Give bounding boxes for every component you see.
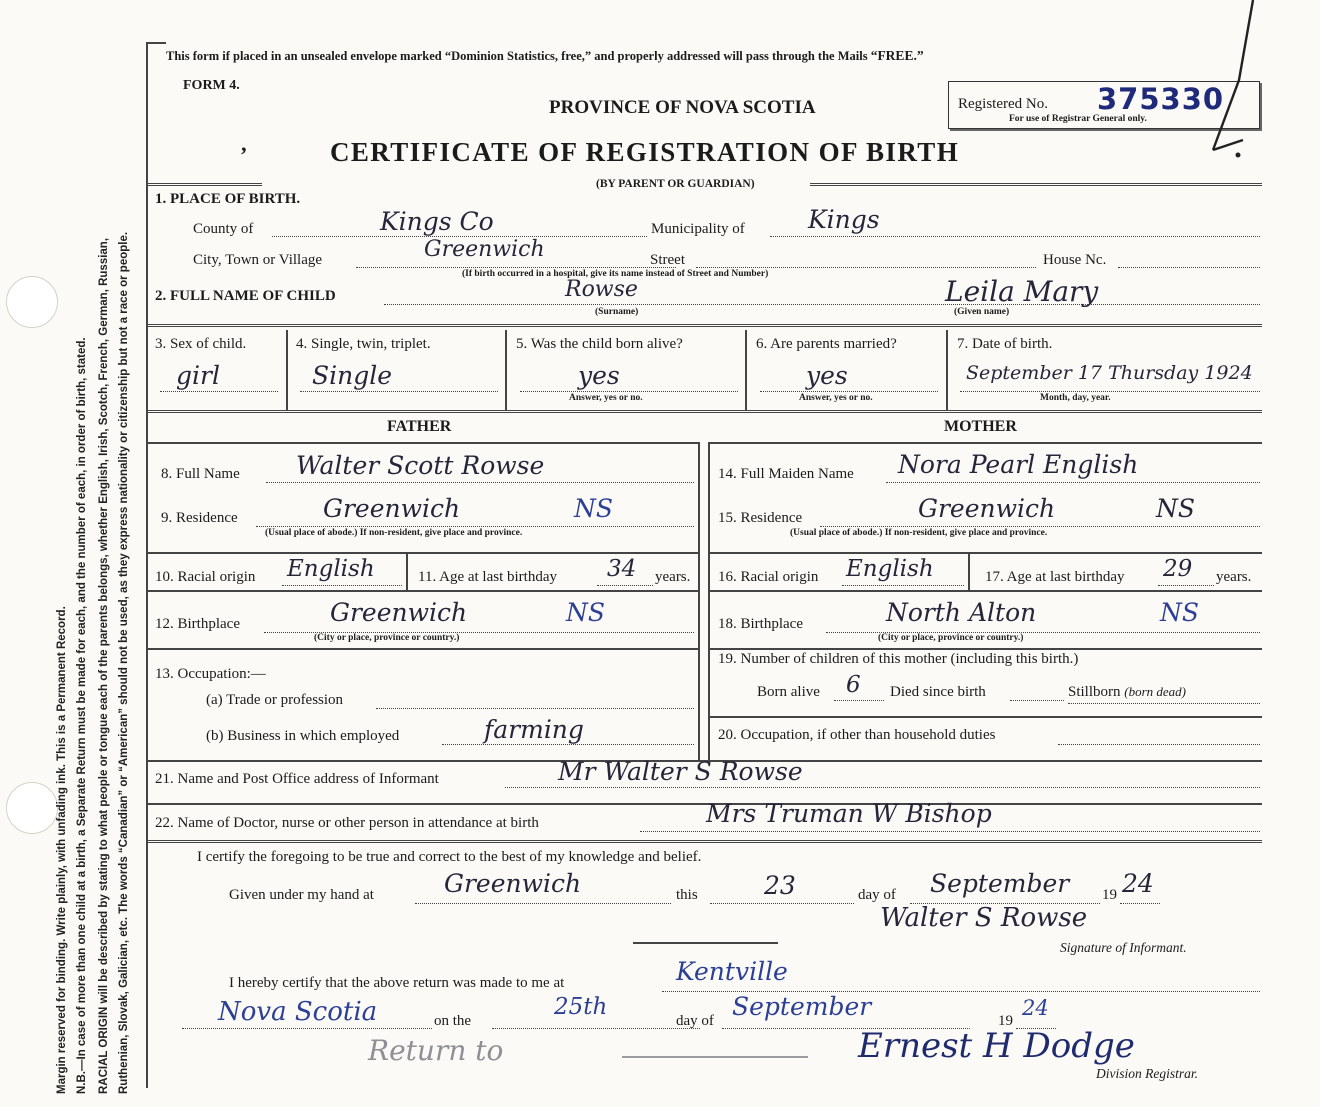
city-line xyxy=(356,267,676,268)
father-birthplace-value: Greenwich xyxy=(330,598,468,627)
mother-rule-5 xyxy=(708,716,1262,718)
mother-occupation-label: 20. Occupation, if other than household duties xyxy=(718,727,996,743)
signature-caption: Signature of Informant. xyxy=(1060,940,1187,955)
sex-value: girl xyxy=(176,361,220,390)
municipality-line xyxy=(770,236,1260,237)
registrar-year-prefix: 19 xyxy=(998,1013,1013,1029)
alive-label: 5. Was the child born alive? xyxy=(516,336,683,352)
mother-rule-4 xyxy=(708,648,1262,650)
father-heading: FATHER xyxy=(387,418,452,435)
alive-line xyxy=(520,391,738,392)
child-name-label: 2. FULL NAME OF CHILD xyxy=(155,288,336,304)
children-count-label: 19. Number of children of this mother (including this birth.) xyxy=(718,651,1079,667)
col-sep-1 xyxy=(286,330,288,410)
died-label: Died since birth xyxy=(890,684,986,700)
col-sep-2 xyxy=(505,330,507,410)
binding-hole-bottom xyxy=(6,782,58,834)
doctor-value: Mrs Truman W Bishop xyxy=(706,799,992,828)
col-sep-3 xyxy=(745,330,747,410)
divider-1 xyxy=(146,183,262,186)
plurality-value: Single xyxy=(312,361,393,390)
mother-age-label: 17. Age at last birthday xyxy=(985,569,1125,585)
mother-residence-value: Greenwich xyxy=(918,494,1056,523)
mother-race-sep xyxy=(968,552,970,590)
father-age-line xyxy=(597,585,653,586)
margin-note-1: Margin reserved for binding. Write plainly, with unfading ink. This is a Permanent Record. xyxy=(56,606,68,1094)
registrar-statement: I hereby certify that the above return was made to me at xyxy=(229,975,565,991)
center-sep-a xyxy=(698,442,700,760)
registrar-year: 24 xyxy=(1022,996,1049,1020)
plurality-label: 4. Single, twin, triplet. xyxy=(296,336,431,352)
divider-3 xyxy=(146,410,1262,413)
municipality-label: Municipality of xyxy=(651,221,745,237)
registrar-signature: Ernest H Dodge xyxy=(858,1026,1135,1066)
form-title: CERTIFICATE OF REGISTRATION OF BIRTH xyxy=(330,137,960,167)
given-label: Given under my hand at xyxy=(229,887,374,903)
died-line xyxy=(1010,700,1064,701)
registrar-day-of-label: day of xyxy=(676,1013,714,1029)
county-label: County of xyxy=(193,221,254,237)
center-sep-b xyxy=(708,442,710,760)
certify-year: 24 xyxy=(1122,869,1154,898)
married-label: 6. Are parents married? xyxy=(756,336,897,352)
father-rule-2 xyxy=(146,552,698,554)
mother-name-line xyxy=(886,482,1260,483)
form-left-border xyxy=(146,42,148,1088)
mother-residence-caption: (Usual place of abode.) If non-resident, give place and province. xyxy=(790,528,1048,538)
married-caption: Answer, yes or no. xyxy=(799,393,873,403)
father-rule xyxy=(146,442,698,444)
mail-notice: This form if placed in an unsealed envelope marked “Dominion Statistics, free,” and properly addressed will pass through the Mails “FREE.” xyxy=(166,48,924,63)
informant-line xyxy=(505,787,1260,788)
margin-note-4: Ruthenian, Slovak, Galician, etc. The words “Canadian” or “American” should not be used, as they express nationality or citizenship but not a race or people. xyxy=(118,231,130,1094)
mother-birthplace-label: 18. Birthplace xyxy=(718,616,803,632)
on-the-label: on the xyxy=(434,1013,472,1029)
married-value: yes xyxy=(806,361,848,390)
father-age-value: 34 xyxy=(607,556,637,582)
registered-number: 375330 xyxy=(1097,82,1225,116)
registrar-province: Nova Scotia xyxy=(218,997,378,1027)
pencil-note: Return to xyxy=(368,1034,504,1067)
married-line xyxy=(760,391,938,392)
street-label: Street xyxy=(650,252,685,268)
father-race-line xyxy=(282,585,402,586)
sex-label: 3. Sex of child. xyxy=(155,336,247,352)
alive-value: yes xyxy=(578,361,620,390)
mother-rule xyxy=(708,442,1262,444)
mother-birthplace-caption: (City or place, province or country.) xyxy=(878,633,1024,643)
mother-race-value: English xyxy=(846,556,934,582)
born-alive-line xyxy=(834,700,884,701)
binding-hole-top xyxy=(6,276,58,328)
surname-caption: (Surname) xyxy=(595,307,639,317)
city-label: City, Town or Village xyxy=(193,252,323,268)
form-top-border xyxy=(146,42,166,44)
division-registrar-caption: Division Registrar. xyxy=(1096,1066,1199,1081)
house-label: House Nc. xyxy=(1043,252,1107,268)
father-race-label: 10. Racial origin xyxy=(155,569,256,585)
business-value: farming xyxy=(484,715,584,744)
dob-label: 7. Date of birth. xyxy=(957,336,1053,352)
divider-1b xyxy=(810,183,1262,186)
business-label: (b) Business in which employed xyxy=(206,728,400,744)
mother-age-line xyxy=(1158,585,1214,586)
year-line xyxy=(1120,903,1160,904)
father-race-sep xyxy=(406,552,408,590)
tick-mark: ’ xyxy=(240,142,248,167)
given-at-value: Greenwich xyxy=(444,869,582,898)
pen-stroke xyxy=(1195,0,1265,165)
mother-race-label: 16. Racial origin xyxy=(718,569,819,585)
father-rule-3 xyxy=(146,590,698,592)
house-line xyxy=(1118,267,1260,268)
informant-signature: Walter S Rowse xyxy=(880,903,1088,933)
doctor-label: 22. Name of Doctor, nurse or other person in attendance at birth xyxy=(155,815,539,831)
registrar-day: 25th xyxy=(554,994,608,1020)
certify-month: September xyxy=(930,869,1070,898)
margin-note-2: N.B.—In case of more than one child at a birth, a Separate Return must be made for each, and the number of each, in order of birth, stated. xyxy=(76,337,88,1094)
short-rule xyxy=(633,942,778,944)
born-alive-value: 6 xyxy=(846,672,861,698)
registrar-day-line xyxy=(492,1028,700,1029)
stillborn-label: Stillborn (born dead) xyxy=(1068,684,1187,700)
given-at-line xyxy=(415,903,671,904)
mother-age-value: 29 xyxy=(1163,556,1193,582)
form-subtitle: (BY PARENT OR GUARDIAN) xyxy=(596,178,755,190)
certify-day: 23 xyxy=(764,871,796,900)
mother-name-label: 14. Full Maiden Name xyxy=(718,466,854,482)
father-residence-line xyxy=(256,526,694,527)
father-residence-province: NS xyxy=(574,494,614,523)
dob-caption: Month, day, year. xyxy=(1040,393,1111,403)
divider-4 xyxy=(146,840,1262,843)
dob-value: September 17 Thursday 1924 xyxy=(966,362,1253,384)
dob-line xyxy=(960,391,1260,392)
father-residence-caption: (Usual place of abode.) If non-resident, give place and province. xyxy=(265,528,523,538)
father-name-label: 8. Full Name xyxy=(161,466,240,482)
mother-race-line xyxy=(842,585,964,586)
mother-birthplace-value: North Alton xyxy=(886,598,1037,627)
form-number: FORM 4. xyxy=(183,78,240,93)
father-birthplace-province: NS xyxy=(566,598,606,627)
mother-rule-3 xyxy=(708,590,1262,592)
father-years: years. xyxy=(655,569,691,585)
alive-caption: Answer, yes or no. xyxy=(569,393,643,403)
father-name-line xyxy=(266,482,694,483)
hospital-note: (If birth occurred in a hospital, give its name instead of Street and Number) xyxy=(462,269,769,279)
trade-label: (a) Trade or profession xyxy=(206,692,344,708)
registrar-note: For use of Registrar General only. xyxy=(1009,114,1147,124)
mother-residence-label: 15. Residence xyxy=(718,510,803,526)
father-residence-label: 9. Residence xyxy=(161,510,238,526)
father-birthplace-caption: (City or place, province or country.) xyxy=(314,633,460,643)
day-of-label: day of xyxy=(858,887,896,903)
doctor-line xyxy=(640,831,1260,832)
this-label: this xyxy=(676,887,698,903)
certify-statement: I certify the foregoing to be true and correct to the best of my knowledge and belief. xyxy=(197,849,702,865)
mother-occupation-line xyxy=(1058,744,1260,745)
child-surname: Rowse xyxy=(565,277,638,302)
registrar-province-line xyxy=(182,1028,432,1029)
father-birthplace-label: 12. Birthplace xyxy=(155,616,240,632)
mother-heading: MOTHER xyxy=(944,418,1017,435)
father-age-label: 11. Age at last birthday xyxy=(418,569,557,585)
sex-line xyxy=(160,391,278,392)
trade-line xyxy=(376,708,694,709)
place-heading: 1. PLACE OF BIRTH. xyxy=(155,191,301,207)
mother-name-value: Nora Pearl English xyxy=(898,450,1139,479)
father-name-value: Walter Scott Rowse xyxy=(296,451,545,480)
street-line xyxy=(696,267,1036,268)
county-value: Kings Co xyxy=(380,207,494,236)
province-heading: PROVINCE OF NOVA SCOTIA xyxy=(549,97,816,118)
registrar-month: September xyxy=(732,992,872,1021)
given-caption: (Given name) xyxy=(954,307,1010,317)
registered-label: Registered No. xyxy=(958,96,1048,112)
mother-residence-line xyxy=(820,526,1260,527)
mother-birthplace-province: NS xyxy=(1160,598,1200,627)
business-line xyxy=(442,744,694,745)
mother-residence-province: NS xyxy=(1156,494,1196,523)
mother-years: years. xyxy=(1216,569,1252,585)
margin-note-3: RACIAL ORIGIN will be described by stating to what people or tongue each of the parents belongs, whether English, Irish, Scotch, French, German, Russian, xyxy=(98,237,110,1094)
divider-2 xyxy=(146,324,1262,327)
born-alive-label: Born alive xyxy=(757,684,820,700)
day-line xyxy=(710,903,854,904)
certify-year-prefix: 19 xyxy=(1102,887,1117,903)
plurality-line xyxy=(300,391,498,392)
informant-label: 21. Name and Post Office address of Informant xyxy=(155,771,439,787)
registrar-place: Kentville xyxy=(676,957,788,986)
father-residence-value: Greenwich xyxy=(323,494,461,523)
surname-line xyxy=(384,304,1260,305)
city-value: Greenwich xyxy=(424,237,545,262)
occupation-label: 13. Occupation:— xyxy=(155,666,266,682)
mother-rule-2 xyxy=(708,552,1262,554)
father-rule-4 xyxy=(146,648,698,650)
rule-22 xyxy=(146,803,1262,805)
pencil-dash xyxy=(622,1056,808,1058)
informant-value: Mr Walter S Rowse xyxy=(558,757,803,786)
father-race-value: English xyxy=(287,556,375,582)
col-sep-4 xyxy=(946,330,948,410)
municipality-value: Kings xyxy=(808,205,880,234)
child-given-name: Leila Mary xyxy=(945,275,1099,308)
stillborn-line xyxy=(1068,703,1260,704)
